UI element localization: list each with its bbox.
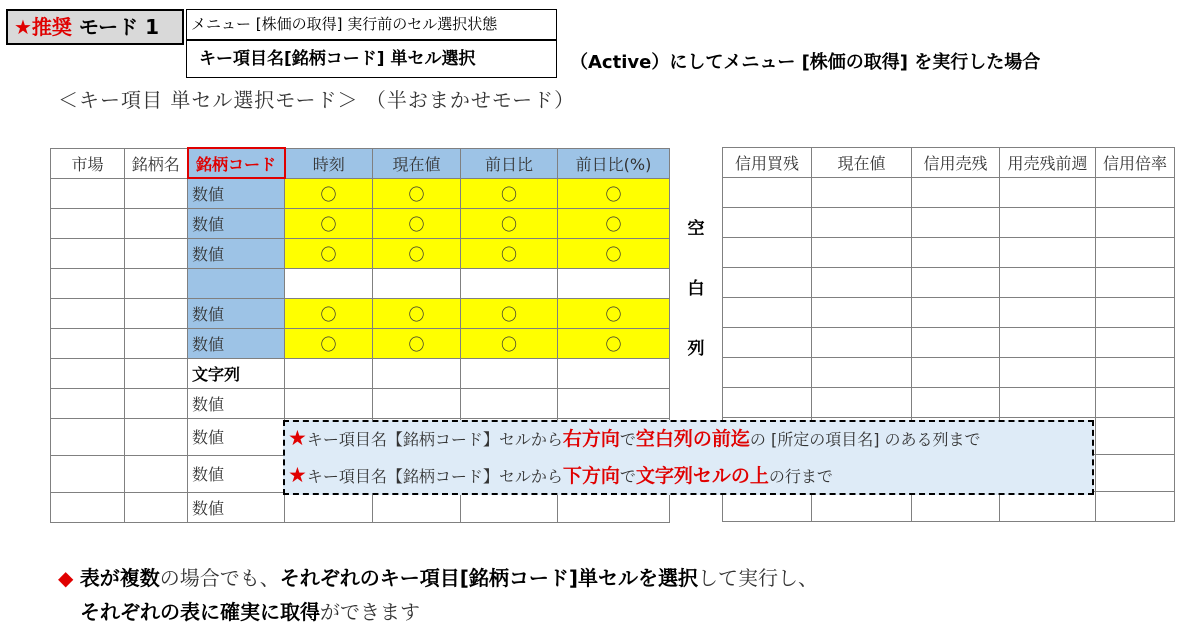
header-name: 銘柄名: [125, 148, 188, 178]
header-margin-buy: 信用買残: [723, 148, 812, 178]
table-row: [723, 178, 1175, 208]
callout-emphasis: 下方向: [562, 465, 620, 487]
circle-mark: 〇: [373, 238, 461, 268]
circle-mark: 〇: [285, 298, 373, 328]
table-row: [51, 492, 670, 522]
circle-mark: 〇: [461, 298, 558, 328]
callout-text: で: [619, 430, 636, 449]
empty-key-cell: [188, 268, 285, 298]
circle-mark: 〇: [558, 328, 670, 358]
circle-mark: 〇: [285, 178, 373, 208]
header-price: 現在値: [373, 148, 461, 178]
header-margin-sell-prev: 用売残前週: [1000, 148, 1096, 178]
diamond-icon: ◆: [58, 566, 74, 590]
callout-emphasis: 空白列の前迄: [635, 428, 750, 450]
footer-bold: 表が複数: [79, 566, 160, 590]
circle-mark: 〇: [373, 178, 461, 208]
callout-emphasis: 文字列セルの上: [635, 465, 769, 487]
value-cell: 数値: [188, 492, 285, 522]
table-row: [51, 328, 670, 358]
value-cell: 数値: [188, 298, 285, 328]
table-row: [51, 178, 670, 208]
footer-text: して実行し、: [698, 566, 819, 590]
star-icon: ★: [288, 426, 307, 450]
table-row: [51, 358, 670, 388]
table-row: [51, 268, 670, 298]
header-code: 銘柄コード: [188, 148, 285, 178]
circle-mark: 〇: [285, 238, 373, 268]
footer-text: の場合でも、: [159, 566, 280, 590]
header-market: 市場: [51, 148, 125, 178]
callout-text: キー項目名【銘柄コード】セルから: [306, 430, 563, 449]
value-cell: 数値: [188, 328, 285, 358]
callout-text: の行まで: [768, 467, 833, 486]
mode-badge: [6, 9, 184, 45]
header-price-right: 現在値: [812, 148, 912, 178]
blank-col-char-3: 列: [687, 339, 705, 359]
table-row: [723, 358, 1175, 388]
header-margin-sell: 信用売残: [912, 148, 1000, 178]
circle-mark: 〇: [558, 178, 670, 208]
callout-line-right: [288, 424, 981, 451]
footer-line-1: [58, 562, 818, 591]
callout-text: キー項目名【銘柄コード】セルから: [306, 467, 563, 486]
blank-col-char-1: 空: [687, 219, 705, 239]
header-change: 前日比: [461, 148, 558, 178]
circle-mark: 〇: [373, 208, 461, 238]
value-cell: 数値: [188, 418, 285, 455]
circle-mark: 〇: [285, 328, 373, 358]
value-cell: 数値: [188, 455, 285, 492]
circle-mark: 〇: [461, 328, 558, 358]
table-row: [723, 328, 1175, 358]
value-cell: 数値: [188, 238, 285, 268]
table-row: [51, 298, 670, 328]
circle-mark: 〇: [373, 328, 461, 358]
table-row: [723, 388, 1175, 418]
value-cell: 数値: [188, 208, 285, 238]
value-cell: 数値: [188, 178, 285, 208]
circle-mark: 〇: [558, 298, 670, 328]
table-row: [723, 238, 1175, 268]
footer-bold: それぞれのキー項目[銘柄コード]単セルを選択: [279, 566, 699, 590]
table-row: [723, 298, 1175, 328]
circle-mark: 〇: [558, 208, 670, 238]
circle-mark: 〇: [285, 208, 373, 238]
callout-text: で: [619, 467, 636, 486]
table-row: [51, 238, 670, 268]
table-row: [723, 208, 1175, 238]
header-change-pct: 前日比(%): [558, 148, 670, 178]
circle-mark: 〇: [373, 298, 461, 328]
right-header-row: [723, 148, 1175, 178]
menu-box: メニュー [株価の取得] 実行前のセル選択状態: [186, 9, 557, 40]
table-row: [723, 268, 1175, 298]
star-icon: ★: [288, 463, 307, 487]
string-cell: 文字列: [188, 358, 285, 388]
active-text: （Active）にしてメニュー [株価の取得] を実行した場合: [570, 52, 1041, 73]
header-margin-ratio: 信用倍率: [1096, 148, 1175, 178]
circle-mark: 〇: [461, 208, 558, 238]
mode-label: モード 1: [71, 15, 159, 39]
left-header-row: [51, 148, 670, 178]
key-box: キー項目名[銘柄コード] 単セル選択: [186, 40, 557, 78]
blank-col-char-2: 白: [687, 279, 705, 299]
subtitle: ＜キー項目 単セル選択モード＞ （半おまかせモード）: [58, 88, 576, 112]
callout-emphasis: 右方向: [562, 428, 620, 450]
table-row: [723, 492, 1175, 522]
header-time: 時刻: [285, 148, 373, 178]
footer-text: ができます: [320, 600, 420, 624]
circle-mark: 〇: [461, 238, 558, 268]
mode-star: ★推奨: [14, 15, 72, 39]
callout-text: の [所定の項目名] のある列まで: [749, 430, 981, 449]
circle-mark: 〇: [461, 178, 558, 208]
circle-mark: 〇: [558, 238, 670, 268]
callout-line-down: [288, 461, 833, 488]
table-row: [51, 388, 670, 418]
table-row: [51, 208, 670, 238]
footer-line-2: [80, 596, 420, 625]
value-cell: 数値: [188, 388, 285, 418]
footer-bold: それぞれの表に確実に取得: [80, 600, 320, 624]
